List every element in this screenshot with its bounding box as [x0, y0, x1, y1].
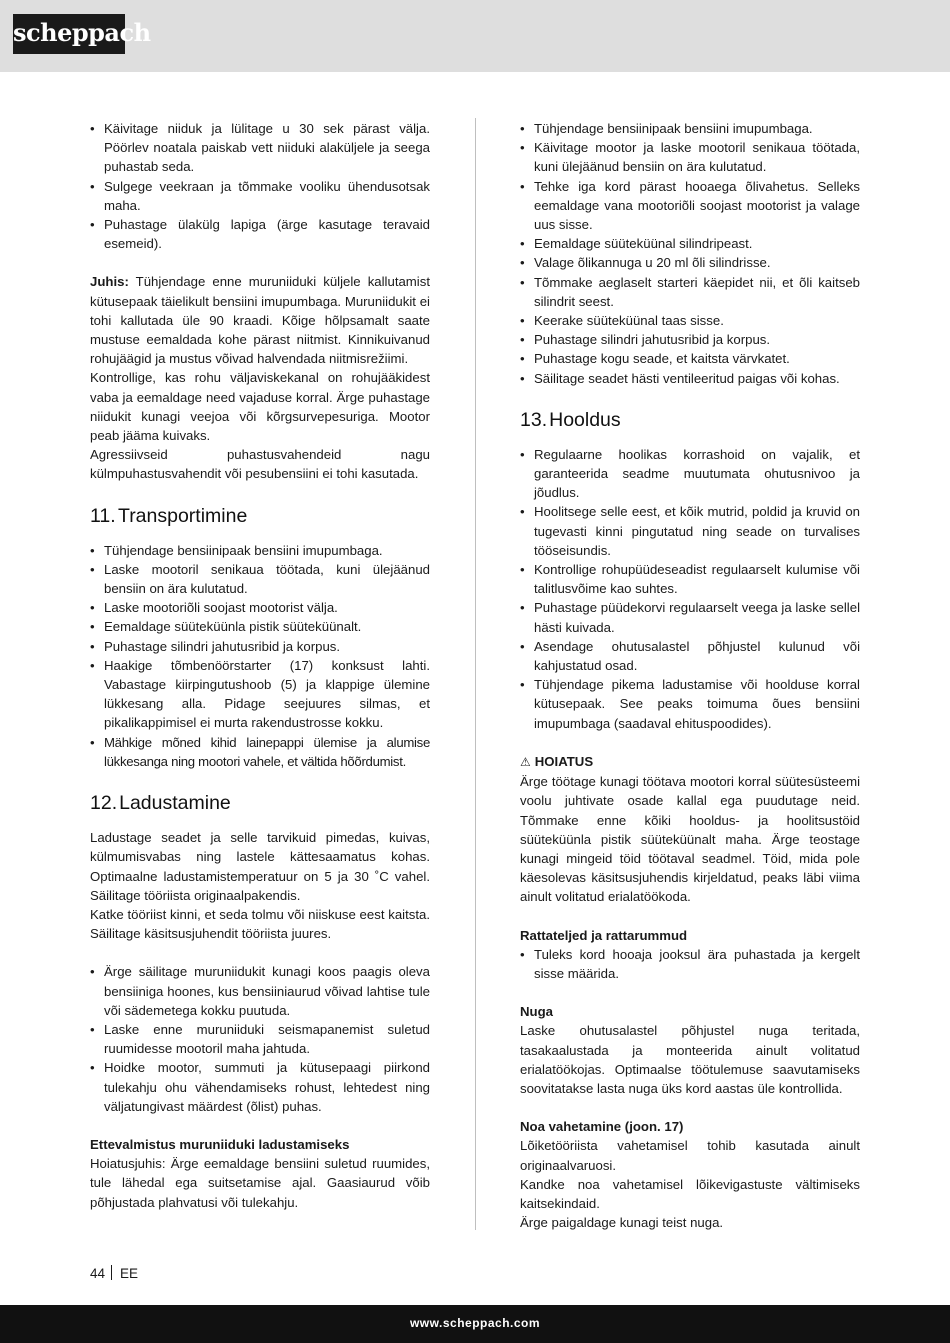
maintenance-list [520, 445, 860, 733]
list-item: • Keerake süüteküünal taas sisse. [520, 311, 860, 330]
list-item: • Haakige tõmbenöörstarter (17) konksust lahti. Vabastage kiirpingutushoob (5) ja klappige ülemine lükkesang alla. Pidage seejuures silmas, et pikalikappimisel ei murta rakendustrosse kokku. [90, 656, 430, 733]
list-item: • Ärge säilitage muruniidukit kunagi koos paagis oleva bensiiniga hoones, kus bensiiniaurud võivad lahtise tule või sädemetega kokku puutuda. [90, 962, 430, 1020]
list-item: • Puhastage silindri jahutusribid ja korpus. [90, 637, 430, 656]
list-item: • Regulaarne hoolikas korrashoid on vajalik, et garanteerida seadme muutumata ohutusnivoo ja jõudlus. [520, 445, 860, 503]
storage-paragraph-2: Katke tööriist kinni, et seda tolmu või niiskuse eest kaitsta. Säilitage käsitsusjuhendit tööriista juures. [90, 906, 430, 942]
page-number: 44 [90, 1266, 106, 1281]
storage-steps-list [90, 962, 430, 1116]
list-item: • Laske mootoril senikaua töötada, kuni ülejäänud bensiin on ära kulutatud. [90, 560, 430, 598]
list-item: • Puhastage kogu seade, et kaitsta värvkatet. [520, 349, 860, 368]
footer-separator [111, 1265, 112, 1280]
list-item: • Asendage ohutusalastel põhjustel kulunud või kahjustatud osad. [520, 637, 860, 675]
list-item: • Tõmmake aeglaselt starteri käepidet nii, et õli kaitseb silindrit seest. [520, 273, 860, 311]
section-12-heading: 12. Ladustamine [90, 792, 231, 815]
storage-continued-list [520, 119, 860, 388]
list-item: • Tühjendage pikema ladustamise või hoolduse korral kütusepaak. See peaks toimuma õues bensiini imupumbaga (saadaval ehituspoodides). [520, 675, 860, 733]
knife-change-heading: Noa vahetamine (joon. 17) [520, 1119, 684, 1135]
list-item: • Tehke iga kord pärast hooaega õlivahetus. Selleks eemaldage vana mootoriõli soojast mootorist ja valage uus sisse. [520, 177, 860, 235]
list-item: • Tühjendage bensiinipaak bensiini imupumbaga. [520, 119, 860, 138]
list-item: • Sulgege veekraan ja tõmmake vooliku ühendusotsak maha. [90, 177, 430, 215]
list-item: • Laske mootoriõli soojast mootorist välja. [90, 598, 430, 617]
note-label: Juhis: [90, 274, 129, 290]
wheels-list [520, 945, 860, 983]
control-paragraph: Kontrollige, kas rohu väljaviskekanal on rohujääkidest vaba ja eemaldage need vajaduse korral. Ärge puhastage niidukit kunagi veejoa või kõrgsurvepesuriga. Mootor peab jääma kuivaks. [90, 370, 430, 444]
list-item: • Laske enne muruniiduki seismapanemist suletud ruumidesse mootoril maha jahtuda. [90, 1020, 430, 1058]
column-divider [475, 118, 476, 1230]
list-item: • Puhastage ülakülg lapiga (ärge kasutage teravaid esemeid). [90, 215, 430, 253]
list-item: • Hoidke mootor, summuti ja kütusepaagi piirkond tulekahju ohu vähendamiseks rohust, lehtedest ning väljatungivast määrdest (õlist) puhas. [90, 1058, 430, 1116]
knife-change-line-2: Kandke noa vahetamisel lõikevigastuste vältimiseks kaitsekindaid. [520, 1176, 860, 1211]
list-item: • Tuleks kord hooaja jooksul ära puhastada ja kergelt sisse määrida. [520, 945, 860, 983]
list-item: • Säilitage seadet hästi ventileeritud paigas või kohas. [520, 369, 860, 388]
footer-band [0, 1305, 950, 1343]
knife-text: Laske ohutusalastel põhjustel nuga teritada, tasakaalustada ja monteerida ainult volitatud erialatöökojas. Optimaalse töötulemuse saavutamiseks soovitatakse lasta nuga üks kord aastas üle kontrollida. [520, 1023, 860, 1096]
left-column [90, 119, 430, 1212]
transport-steps-list [90, 541, 430, 771]
right-column [520, 119, 860, 1232]
storage-prep-heading: Ettevalmistus muruniiduki ladustamiseks [90, 1136, 350, 1152]
list-item: • Tühjendage bensiinipaak bensiini imupumbaga. [90, 541, 430, 560]
wheels-heading: Rattateljed ja rattarummud [520, 927, 688, 943]
knife-change-line-3: Ärge paigaldage kunagi teist nuga. [520, 1215, 724, 1231]
warning-triangle-icon: ⚠ [520, 754, 531, 769]
list-item: • Eemaldage süüteküünla pistik süüteküünalt. [90, 617, 430, 636]
note-paragraph [90, 272, 430, 368]
section-11-heading: 11. Transportimine [90, 504, 248, 527]
list-item: • Eemaldage süüteküünal silindripeast. [520, 234, 860, 253]
knife-heading: Nuga [520, 1004, 553, 1020]
list-item: • Hoolitsege selle eest, et kõik mutrid, poldid ja kruvid on tugevasti kinni pingutatud ning seade on turvalises tööseisundis. [520, 502, 860, 560]
list-item: • Puhastage püüdekorvi regulaarselt veega ja laske sellel hästi kuivada. [520, 598, 860, 636]
storage-paragraph-1: Ladustage seadet ja selle tarvikuid pimedas, kuivas, külmumisvabas ning lastele kättesaamatus kohas. Optimaalne ladustamistemperatuur on 5 ja 30 ˚C vahel. Säilitage tööriista originaalpakendis. [90, 830, 430, 903]
warning-heading: ⚠ HOIATUS [520, 753, 594, 769]
list-item: • Mähkige mõned kihid lainepappi ülemise ja alumise lükkesanga ning mootori vahele, et vältida hõõrdumist. [90, 733, 430, 771]
scheppach-logo: scheppach [13, 14, 125, 54]
list-item: • Valage õlikannuga u 20 ml õli silindrisse. [520, 253, 860, 272]
website-link[interactable]: www.scheppach.com [409, 1316, 541, 1330]
section-13-heading: 13. Hooldus [520, 408, 621, 431]
list-item: • Kontrollige rohupüüdeseadist regulaarselt kulumise või talitlusvõime kao suhtes. [520, 560, 860, 598]
list-item: • Puhastage silindri jahutusribid ja korpus. [520, 330, 860, 349]
knife-change-line-1: Lõiketööriista vahetamisel tohib kasutada ainult originaalvaruosi. [520, 1138, 860, 1173]
list-item: • Käivitage niiduk ja lülitage u 30 sek pärast välja. Pöörlev noatala paiskab vett niiduki alaküljele ja seega puhastab seda. [90, 119, 430, 177]
header-band [0, 0, 950, 72]
storage-prep-text: Hoiatusjuhis: Ärge eemaldage bensiini suletud ruumides, tule lähedal ega suitsetamise ajal. Gaasiaurud võib põhjustada plahvatusi või tulekahju. [90, 1156, 430, 1210]
aggressive-cleaner-paragraph: Agressiivseid puhastusvahendeid nagu külmpuhastusvahendit või pesubensiini ei tohi kasutada. [90, 447, 430, 482]
note-text: Tühjendage enne muruniiduki küljele kallutamist kütusepaak täielikult bensiini imupumbaga. Muruniidukit ei tohi kallutada üle 90 kraadi. Kõige hõlpsamalt saate mustuse eemaldada kohe pärast niitmist. Kinnikuivanud rohujäägid ja mustus võivad halvendada niitmisrežiimi. [90, 274, 430, 367]
page-footer-info [90, 1265, 138, 1283]
list-item: • Käivitage mootor ja laske mootoril senikaua töötada, kuni ülejäänud bensiin on ära kulutatud. [520, 138, 860, 176]
warning-text: Ärge töötage kunagi töötava mootori korral süütesüsteemi voolu juhtivate osade kallal ega puudutage neid. Tõmmake enne kõiki hooldus- ja hoolitsustöid süüteküünla pistik süüteküünalt maha. Ärge teostage kunagi mingeid töid töötaval seadmel. Töid, mida pole käesolevas käsitsusjuhendis kirjeldatud, peaks läbi viima ainult volitatud erialatöökoda. [520, 774, 860, 905]
language-code: EE [120, 1266, 139, 1281]
cleaning-steps-list [90, 119, 430, 253]
